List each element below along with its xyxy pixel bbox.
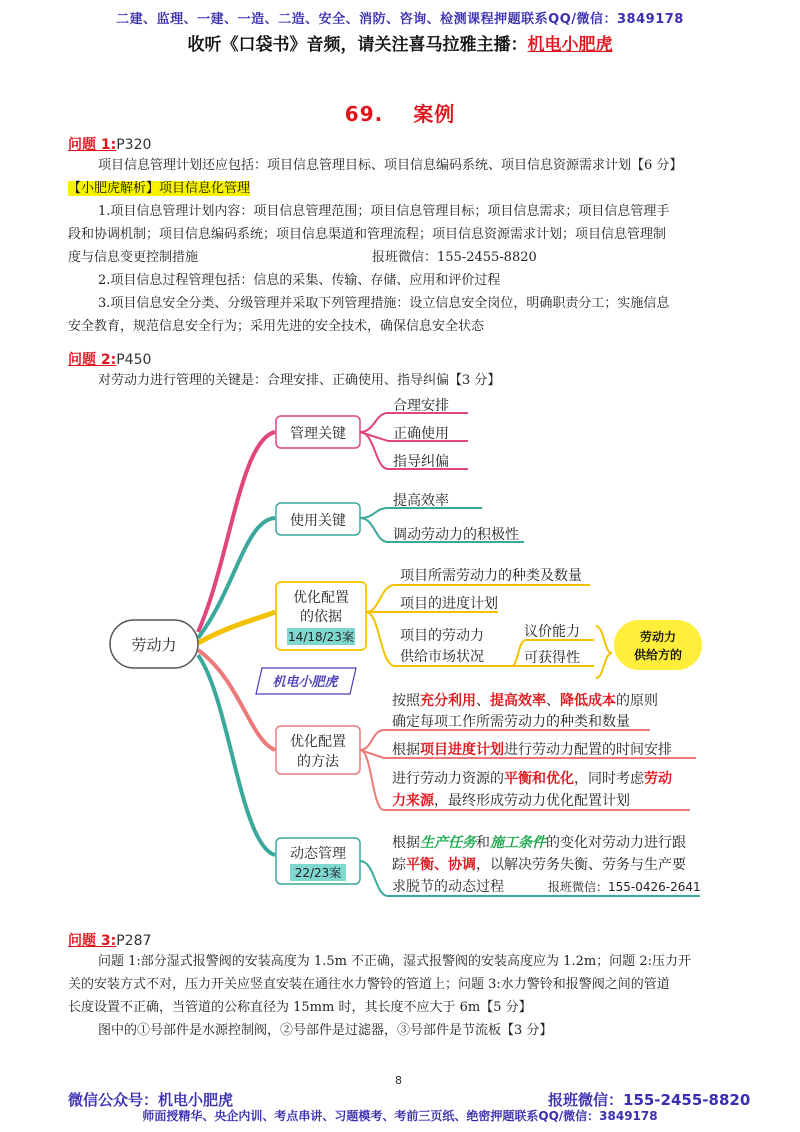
b4-l1-r2: 提高效率 — [490, 693, 546, 709]
b4-l2-b: 进行劳动力配置的时间安排 — [504, 742, 672, 758]
q1-p3-line2: 安全教育，规范信息安全行为；采用先进的安全技术，确保信息安全状态 — [68, 319, 485, 334]
b2-label: 使用关键 — [290, 513, 346, 529]
b4-l1-r1: 充分利用 — [420, 693, 476, 709]
q1-p1-line1: 1.项目信息管理计划内容：项目信息管理范围；项目信息管理目标；项目信息需求；项目信息管理手 — [98, 204, 670, 219]
b2-leaf1-line — [360, 508, 482, 518]
b4-leaf-1-line2: 确定每项工作所需劳动力的种类和数量 — [392, 714, 630, 730]
b4-l1-a: 按照 — [392, 693, 420, 709]
q3-line3: 长度设置不正确，当管道的公称直径为 15mm 时，其长度不应大于 6m【5 分】 — [68, 1000, 532, 1015]
b5-t-b: 和 — [476, 835, 490, 851]
b5-t-a: 根据 — [392, 835, 420, 851]
header-top-line: 二建、监理、一建、一造、二造、安全、消防、咨询、检测课程押题联系QQ/微信：3849178 — [116, 12, 684, 27]
q1-p3-line1: 3.项目信息安全分类、分级管理并采取下列管理措施：设立信息安全岗位，明确职责分工；实施信息 — [98, 296, 670, 311]
q3-label: 问题 3: — [68, 933, 117, 949]
q3-line2: 关的安装方式不对，压力开关应竖直安装在通往水力警铃的管道上；问题 3:水力警铃和报警阀之间的管道 — [68, 977, 670, 992]
q1-label: 问题 1: — [68, 137, 117, 153]
b4-leaf-1-line1 — [392, 692, 658, 709]
b3-note-line2: 供给方的 — [633, 648, 683, 662]
b3-leaf-3-line2: 供给市场状况 — [400, 649, 484, 665]
sub-line-prefix: 收听《口袋书》音频，请关注喜马拉雅主播： — [187, 35, 528, 55]
q1-answer: 项目信息管理计划还应包括：项目信息管理目标、项目信息编码系统、项目信息资源需求计划【6 分】 — [98, 158, 683, 173]
b3-leaf-3-line1: 项目的劳动力 — [400, 628, 484, 644]
b4-l3-a: 进行劳动力资源的 — [392, 771, 504, 787]
b4-l3-r2: 劳动 — [644, 771, 672, 787]
b1-label: 管理关键 — [290, 426, 346, 442]
q2-page: P450 — [116, 352, 152, 368]
b5-tag: 22/23案 — [294, 866, 342, 880]
b4-l2-a: 根据 — [392, 742, 420, 758]
b5-contact: 报班微信：155-0426-2641 — [548, 880, 701, 894]
b5-text-line1 — [392, 834, 686, 851]
b4-l1-b: 的原则 — [616, 693, 658, 709]
q3-line1: 问题 1:部分湿式报警阀的安装高度为 1.5m 不正确，湿式报警阀的安装高度应为 1.2m；问题 2:压力开 — [98, 954, 691, 969]
sub-line-accent: 机电小肥虎 — [527, 35, 613, 55]
q1-p2: 2.项目信息过程管理包括：信息的采集、传输、存储、应用和评价过程 — [98, 273, 501, 288]
b4-l3-r3: 力来源 — [392, 793, 434, 809]
b4-l1-s2: 、 — [546, 693, 560, 709]
footer-left: 微信公众号：机电小肥虎 — [68, 1091, 234, 1109]
q3-page: P287 — [116, 933, 152, 949]
b3-sub-1: 议价能力 — [524, 624, 580, 640]
b3-sub-2: 可获得性 — [524, 650, 580, 666]
b4-l1-s1: 、 — [476, 693, 490, 709]
b3-brace — [596, 626, 612, 678]
b3-leaf-1: 项目所需劳动力的种类及数量 — [400, 568, 582, 584]
b3-tag: 14/18/23案 — [288, 630, 354, 644]
b3-leaf-2: 项目的进度计划 — [400, 596, 498, 612]
b4-leaf-3-line1 — [392, 770, 672, 787]
connector-b3 — [198, 612, 275, 643]
b4-l2-r: 项目进度计划 — [420, 742, 504, 758]
q1-contact: 报班微信：155-2455-8820 — [372, 250, 537, 265]
header-sub-line — [0, 30, 800, 55]
connector-b4 — [198, 650, 275, 750]
section-title — [0, 98, 800, 127]
q1-analysis-label: 【小肥虎解析】项目信息化管理 — [68, 181, 251, 196]
q1-p1-line2: 段和协调机制；项目信息编码系统；项目信息渠道和管理流程；项目信息资源需求计划；项目信息管理制 — [68, 227, 667, 242]
b5-text-line3: 求脱节的动态过程 — [392, 879, 504, 895]
q1-heading — [68, 134, 151, 154]
b1-leaf-2: 正确使用 — [393, 426, 449, 442]
b5-text-line2 — [392, 856, 686, 873]
b2-leaf-1: 提高效率 — [393, 493, 449, 509]
section-number: 69. — [344, 102, 384, 126]
b3-note-bg — [614, 620, 702, 670]
b5-t-d: 踪 — [392, 857, 406, 873]
connector-b2 — [198, 518, 275, 638]
b4-l3-r1: 平衡和优化 — [504, 771, 574, 787]
center-label: 劳动力 — [131, 636, 177, 654]
page-number: 8 — [395, 1074, 402, 1087]
b5-t-r1: 平衡、协调 — [406, 857, 476, 873]
footer-bottom: 师面授精华、央企内训、考点串讲、习题模考、考前三页纸、绝密押题联系QQ/微信：3849178 — [142, 1109, 658, 1123]
q1-page: P320 — [116, 137, 152, 153]
b4-label-1: 优化配置 — [290, 734, 346, 750]
b5-t-g2: 施工条件 — [490, 835, 546, 851]
q2-label: 问题 2: — [68, 352, 117, 368]
b2-leaf-2: 调动劳动力的积极性 — [393, 527, 519, 543]
b4-leaf-2 — [392, 741, 672, 758]
b4-l1-r3: 降低成本 — [560, 693, 616, 709]
b4-leaf-3-line2 — [392, 792, 630, 809]
b3-label-1: 优化配置 — [293, 590, 349, 606]
b5-t-e: ，以解决劳务失衡、劳务与生产要 — [476, 857, 686, 873]
q3-line4: 图中的①号部件是水源控制阀，②号部件是过滤器，③号部件是节流板【3 分】 — [98, 1023, 553, 1038]
section-title-text: 案例 — [413, 102, 456, 126]
b5-label: 动态管理 — [290, 846, 346, 862]
b3-label-2: 的依据 — [300, 609, 342, 625]
watermark-text: 机电小肥虎 — [272, 675, 338, 690]
labor-mindmap — [0, 385, 800, 915]
b5-t-g1: 生产任务 — [420, 835, 476, 851]
footer-right: 报班微信：155-2455-8820 — [548, 1091, 751, 1109]
q2-heading — [68, 349, 151, 369]
b3-note-line1: 劳动力 — [639, 630, 677, 644]
b4-l3-b: ，同时考虑 — [574, 771, 644, 787]
b1-leaf-3: 指导纠偏 — [393, 454, 449, 470]
q1-p1-line3: 度与信息变更控制措施 — [68, 250, 199, 265]
b5-t-c: 的变化对劳动力进行跟 — [546, 835, 686, 851]
q2-answer: 对劳动力进行管理的关键是：合理安排、正确使用、指导纠偏【3 分】 — [98, 373, 501, 388]
connector-b1 — [198, 432, 275, 632]
q1-analysis — [68, 177, 250, 200]
b1-leaf-1: 合理安排 — [393, 398, 449, 414]
b4-l3-c: ，最终形成劳动力优化配置计划 — [434, 793, 630, 809]
b4-label-2: 的方法 — [297, 754, 339, 770]
q3-heading — [68, 930, 151, 950]
